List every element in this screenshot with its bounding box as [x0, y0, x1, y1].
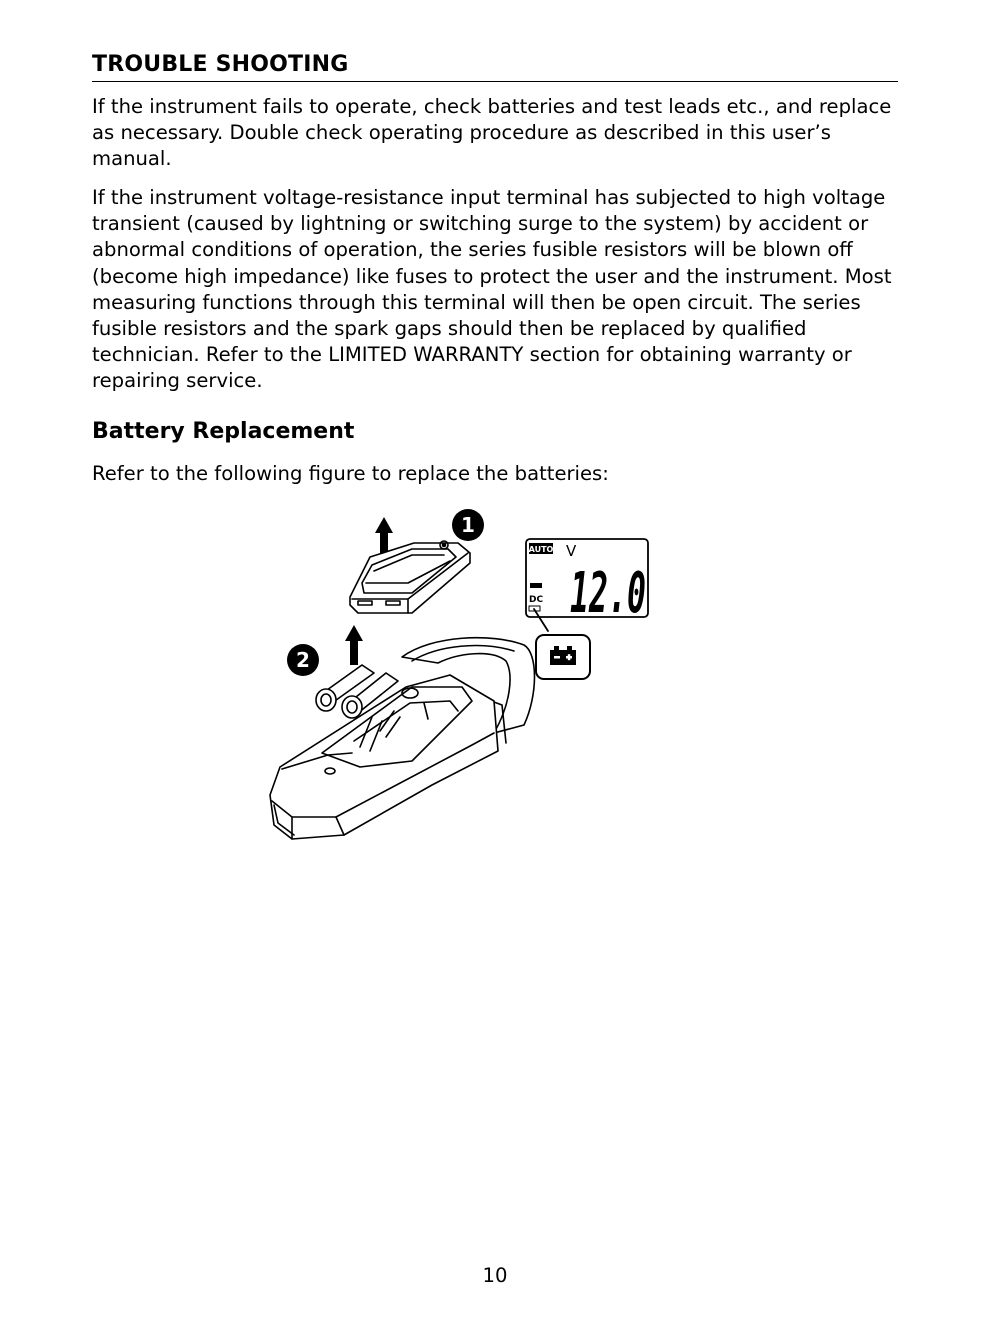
- troubleshooting-paragraph-2: If the instrument voltage-resistance input terminal has subjected to high voltage transient (caused by lightning or switching surge to the system) by accident or abnormal conditions of operation, the series fusible resistors will be blown off (become high impedance) like fuses to protect the user and the instrument. Most measuring functions through this terminal will then be open circuit. The series fusible resistors and the spark gaps should then be replaced by qualified technician. Refer to the LIMITED WARRANTY section for obtaining warranty or repairing service.: [92, 186, 892, 393]
- lcd-mode-label: DC: [529, 595, 544, 605]
- battery-icon: [536, 635, 590, 679]
- step-1-number: 1: [461, 513, 475, 537]
- lcd-reading: 12.0: [570, 561, 646, 626]
- troubleshooting-paragraph-1: If the instrument fails to operate, check batteries and test leads etc., and replace as necessary. Double check operating procedure as described in this user’s manual.: [92, 95, 892, 171]
- battery-replacement-figure: [262, 505, 662, 845]
- lcd-display: [526, 539, 648, 626]
- battery-replacement-heading: Battery Replacement: [92, 419, 355, 444]
- arrow-up-icon: [345, 625, 363, 665]
- step-1-badge: [452, 509, 484, 541]
- step-2-number: 2: [296, 648, 310, 672]
- battery-cover-icon: [350, 541, 470, 613]
- lcd-unit-label: V: [566, 542, 577, 560]
- step-2-badge: [287, 644, 319, 676]
- battery-intro-text: Refer to the following figure to replace the batteries:: [92, 462, 609, 485]
- section-title: TROUBLE SHOOTING: [92, 52, 898, 82]
- lcd-auto-label: AUTO: [528, 545, 554, 554]
- page-number: 10: [482, 1264, 508, 1287]
- arrow-up-icon: [375, 517, 393, 553]
